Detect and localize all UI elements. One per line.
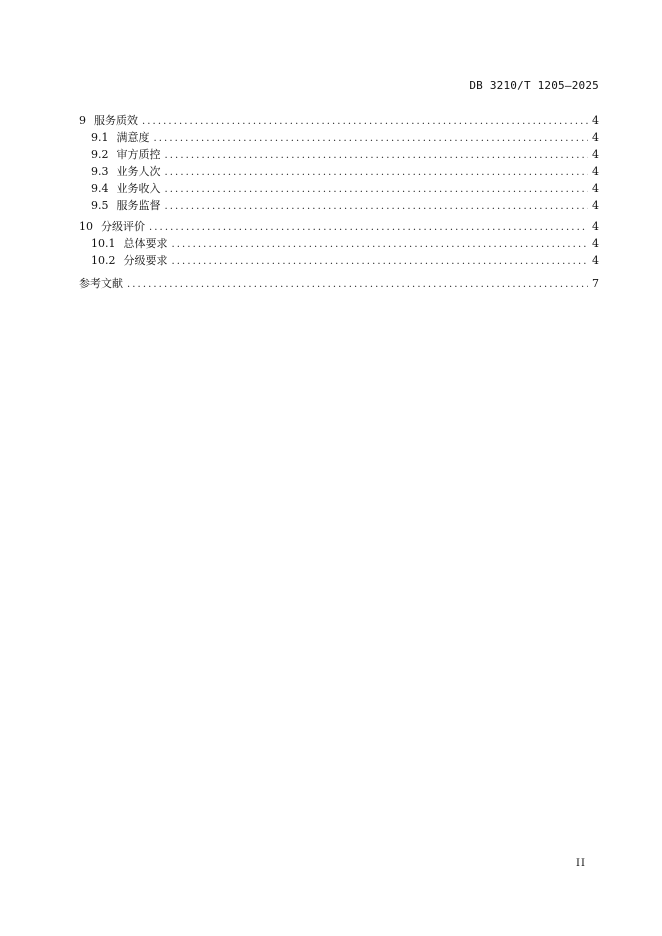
toc-entry-title: 分级评价 xyxy=(101,220,145,233)
toc-entry-page: 7 xyxy=(592,277,599,290)
toc-entry-10-2[interactable] xyxy=(79,252,599,269)
toc-entry-page: 4 xyxy=(592,237,599,250)
toc-entry-number: 9.1 xyxy=(91,131,109,144)
toc-entry-number: 10.1 xyxy=(91,237,116,250)
toc-leader-dots xyxy=(165,164,589,181)
toc-entry-title: 总体要求 xyxy=(123,237,168,250)
toc-entry-number: 9.5 xyxy=(91,199,109,212)
toc-entry-page: 4 xyxy=(592,148,599,161)
toc-entry-9-4[interactable] xyxy=(79,180,599,197)
toc-entry-number: 10 xyxy=(79,220,93,233)
toc-entry-9[interactable] xyxy=(79,112,599,129)
toc-entry-title: 审方质控 xyxy=(116,148,161,161)
toc-entry-title: 参考文献 xyxy=(79,277,123,290)
toc-entry-10-1[interactable] xyxy=(79,235,599,252)
toc-entry-9-2[interactable] xyxy=(79,146,599,163)
toc-entry-9-1[interactable] xyxy=(79,129,599,146)
toc-entry-number: 10.2 xyxy=(91,254,116,267)
toc-entry-page: 4 xyxy=(592,220,599,233)
toc-entry-page: 4 xyxy=(592,182,599,195)
toc-entry-number: 9.4 xyxy=(91,182,109,195)
toc-entry-title: 满意度 xyxy=(116,131,150,144)
toc-leader-dots xyxy=(172,253,589,270)
toc-leader-dots xyxy=(154,130,589,147)
toc-entry-number: 9.2 xyxy=(91,148,109,161)
toc-entry-9-5[interactable] xyxy=(79,197,599,214)
toc-entry-references[interactable] xyxy=(79,275,599,292)
toc-leader-dots xyxy=(149,219,588,236)
toc-leader-dots xyxy=(142,113,588,130)
toc-entry-title: 服务监督 xyxy=(116,199,161,212)
toc-leader-dots xyxy=(172,236,589,253)
toc-leader-dots xyxy=(165,198,589,215)
toc-entry-page: 4 xyxy=(592,165,599,178)
page-number: II xyxy=(576,858,586,869)
toc-entry-title: 服务质效 xyxy=(94,114,138,127)
toc-entry-page: 4 xyxy=(592,199,599,212)
toc-entry-number: 9 xyxy=(79,114,86,127)
standard-code: DB 3210/T 1205—2025 xyxy=(469,79,599,92)
toc-entry-number: 9.3 xyxy=(91,165,109,178)
toc-entry-page: 4 xyxy=(592,254,599,267)
toc-entry-page: 4 xyxy=(592,131,599,144)
toc-entry-title: 业务收入 xyxy=(116,182,161,195)
toc-entry-page: 4 xyxy=(592,114,599,127)
toc-leader-dots xyxy=(165,147,589,164)
toc-entry-10[interactable] xyxy=(79,218,599,235)
table-of-contents xyxy=(79,112,599,292)
toc-leader-dots xyxy=(165,181,589,198)
toc-entry-title: 业务人次 xyxy=(116,165,161,178)
toc-leader-dots xyxy=(127,276,588,293)
toc-entry-title: 分级要求 xyxy=(123,254,168,267)
toc-entry-9-3[interactable] xyxy=(79,163,599,180)
